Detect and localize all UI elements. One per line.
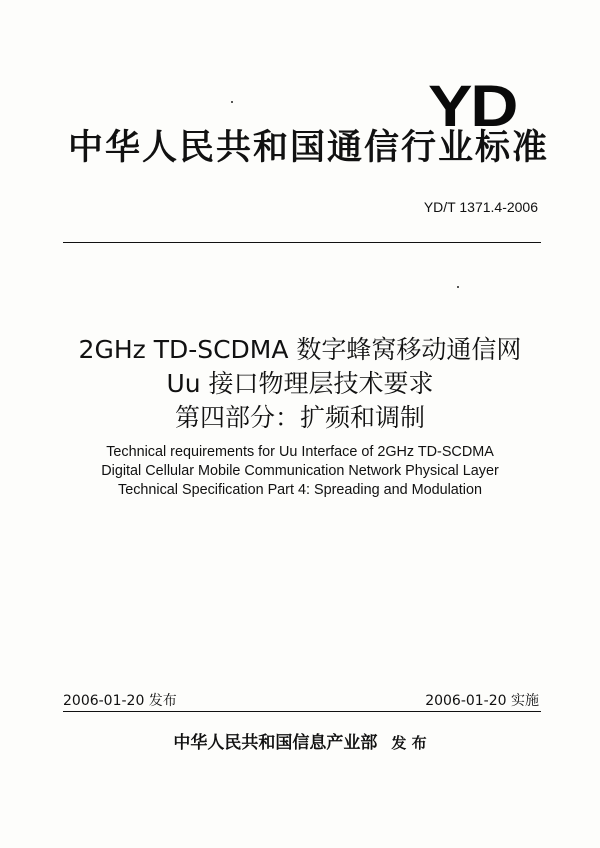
title-zh-line-2: Uu 接口物理层技术要求	[166, 369, 434, 398]
title-en-line-1: Technical requirements for Uu Interface of 2GHz TD-SCDMA	[106, 444, 494, 460]
publisher-verb: 发 布	[391, 734, 427, 752]
top-divider	[63, 242, 541, 243]
title-block	[0, 333, 600, 500]
implementation-date: 2006-01-20 实施	[425, 693, 539, 709]
document-number: YD/T 1371.4-2006	[423, 199, 538, 215]
title-en-block	[0, 443, 600, 500]
standard-category-title: 中华人民共和国通信行业标准	[68, 128, 550, 168]
title-en-line-3: Technical Specification Part 4: Spreading and Modulation	[118, 482, 482, 498]
scan-speck	[231, 101, 233, 103]
title-en-line-2: Digital Cellular Mobile Communication Network Physical Layer	[101, 463, 499, 479]
issue-date: 2006-01-20 发布	[63, 693, 177, 709]
publisher-line	[0, 728, 600, 753]
title-zh-line-1: 2GHz TD-SCDMA 数字蜂窝移动通信网	[78, 335, 522, 364]
publisher-name: 中华人民共和国信息产业部	[173, 733, 378, 753]
scan-speck	[457, 286, 459, 288]
bottom-divider	[63, 711, 541, 712]
title-zh-line-3: 第四部分：扩频和调制	[174, 403, 425, 432]
yd-logo: YD	[428, 74, 517, 139]
